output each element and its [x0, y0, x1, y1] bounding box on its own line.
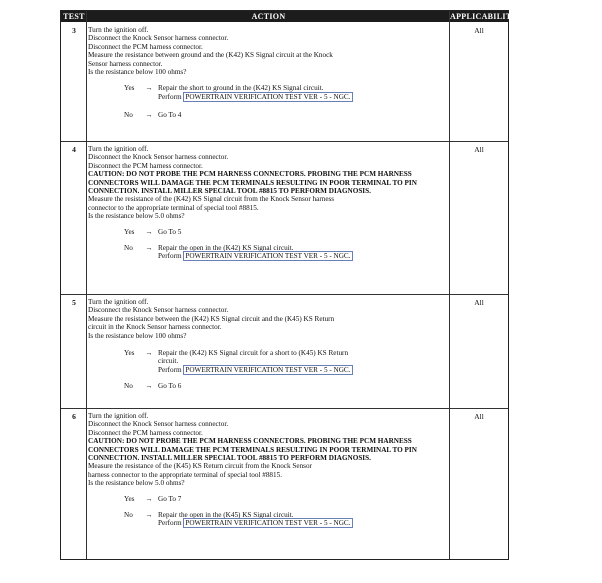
- applicability: All: [474, 412, 484, 421]
- result-yes: Yes → Go To 7: [124, 494, 182, 503]
- goto-link[interactable]: Go To 6: [158, 382, 182, 391]
- action-line: Is the resistance below 5.0 ohms?: [88, 479, 185, 488]
- result-yes: Yes → Go To 5: [124, 227, 182, 236]
- action-line: Turn the ignition off.: [88, 145, 149, 153]
- table-header: [61, 11, 518, 22]
- row-divider: [61, 408, 508, 409]
- verification-test-link[interactable]: POWERTRAIN VERIFICATION TEST VER - 5 - NGC.: [185, 92, 351, 101]
- arrow-icon: →: [145, 349, 153, 358]
- test-number: 6: [72, 412, 76, 421]
- action-line: Measure the resistance between the (K42) KS Signal circuit and the (K45) KS Return: [88, 314, 335, 323]
- action-cell: [88, 26, 428, 120]
- action-cell: [88, 412, 428, 528]
- goto-link[interactable]: Go To 7: [158, 494, 182, 503]
- action-line: Disconnect the PCM harness connector.: [88, 161, 203, 170]
- result-yes: Yes → Repair the (K42) KS Signal circuit for a short to (K45) KS Return circuit. Perform POWERTRAIN VERIFICATION TEST VER - 5 - NGC.: [124, 349, 351, 374]
- applicability: All: [474, 145, 484, 154]
- arrow-icon: →: [145, 227, 153, 236]
- result-no: No → Go To 4: [124, 111, 182, 120]
- applicability: All: [474, 298, 484, 307]
- result-no: No → Go To 6: [124, 382, 182, 391]
- action-line: Is the resistance below 100 ohms?: [88, 68, 187, 77]
- action-line: Disconnect the Knock Sensor harness connector.: [88, 34, 229, 43]
- action-line: Disconnect the PCM harness connector.: [88, 42, 203, 51]
- action-line: Is the resistance below 100 ohms?: [88, 331, 187, 340]
- header-test: TEST: [63, 12, 85, 21]
- action-line: circuit in the Knock Sensor harness connector.: [88, 323, 222, 332]
- goto-link[interactable]: Go To 5: [158, 227, 182, 236]
- applicability: All: [474, 26, 484, 35]
- verification-test-link[interactable]: POWERTRAIN VERIFICATION TEST VER - 5 - NGC.: [185, 519, 351, 528]
- action-line: Sensor harness connector.: [88, 59, 163, 68]
- header-applicability: APPLICABILITY: [450, 12, 518, 21]
- action-line: Disconnect the Knock Sensor harness connector.: [88, 306, 229, 315]
- action-line: Disconnect the Knock Sensor harness connector.: [88, 420, 229, 429]
- verification-test-link[interactable]: POWERTRAIN VERIFICATION TEST VER - 5 - NGC.: [185, 365, 351, 374]
- action-line: Turn the ignition off.: [88, 298, 149, 306]
- action-line: Disconnect the Knock Sensor harness connector.: [88, 153, 229, 162]
- action-cell: [88, 298, 428, 391]
- column-divider: [86, 11, 87, 559]
- row-divider: [61, 141, 508, 142]
- action-line: harness connector to the appropriate terminal of special tool #8815.: [88, 470, 282, 479]
- action-line: Turn the ignition off.: [88, 26, 149, 34]
- test-number: 4: [72, 145, 76, 154]
- arrow-icon: →: [145, 84, 153, 93]
- result-yes: Yes → Repair the short to ground in the (K42) KS Signal circuit. Perform POWERTRAIN VERIFICATION TEST VER - 5 - NGC.: [124, 84, 351, 101]
- column-divider: [449, 11, 450, 559]
- goto-link[interactable]: Go To 4: [158, 111, 182, 120]
- action-line: Measure the resistance of the (K42) KS Signal circuit from the Knock Sensor harness: [88, 195, 335, 204]
- diagnostic-table: [60, 10, 518, 560]
- action-line: Measure the resistance of the (K45) KS Return circuit from the Knock Sensor: [88, 462, 312, 471]
- arrow-icon: →: [145, 244, 153, 253]
- result-no: No → Repair the open in the (K42) KS Signal circuit. Perform POWERTRAIN VERIFICATION TEST VER - 5 - NGC.: [124, 244, 351, 261]
- action-cell: [88, 145, 428, 261]
- caution-text: CAUTION: DO NOT PROBE THE PCM HARNESS CONNECTORS. PROBING THE PCM HARNESS CONNECTORS WILL DAMAGE THE PCM TERMINALS RESULTING IN POOR TERMINAL TO PIN CONNECTION. INSTALL MILLER SPECIAL TOOL #8815 TO PERFORM DIAGNOSIS.: [88, 437, 417, 463]
- arrow-icon: →: [145, 494, 153, 503]
- row-divider: [61, 294, 508, 295]
- test-number: 5: [72, 298, 76, 307]
- result-no: No → Repair the open in the (K45) KS Signal circuit. Perform POWERTRAIN VERIFICATION TEST VER - 5 - NGC.: [124, 511, 351, 528]
- action-line: Is the resistance below 5.0 ohms?: [88, 212, 185, 221]
- verification-test-link[interactable]: POWERTRAIN VERIFICATION TEST VER - 5 - NGC.: [185, 252, 351, 261]
- action-line: connector to the appropriate terminal of special tool #8815.: [88, 203, 259, 212]
- arrow-icon: →: [145, 382, 153, 391]
- test-number: 3: [72, 26, 76, 35]
- action-line: Measure the resistance between ground and the (K42) KS Signal circuit at the Knock: [88, 51, 333, 60]
- arrow-icon: →: [145, 511, 153, 520]
- arrow-icon: →: [145, 111, 153, 120]
- caution-text: CAUTION: DO NOT PROBE THE PCM HARNESS CONNECTORS. PROBING THE PCM HARNESS CONNECTORS WILL DAMAGE THE PCM TERMINALS RESULTING IN POOR TERMINAL TO PIN CONNECTION. INSTALL MILLER SPECIAL TOOL #8815 TO PERFORM DIAGNOSIS.: [88, 170, 417, 196]
- action-line: Disconnect the PCM harness connector.: [88, 428, 203, 437]
- header-action: ACTION: [251, 12, 286, 21]
- action-line: Turn the ignition off.: [88, 412, 149, 420]
